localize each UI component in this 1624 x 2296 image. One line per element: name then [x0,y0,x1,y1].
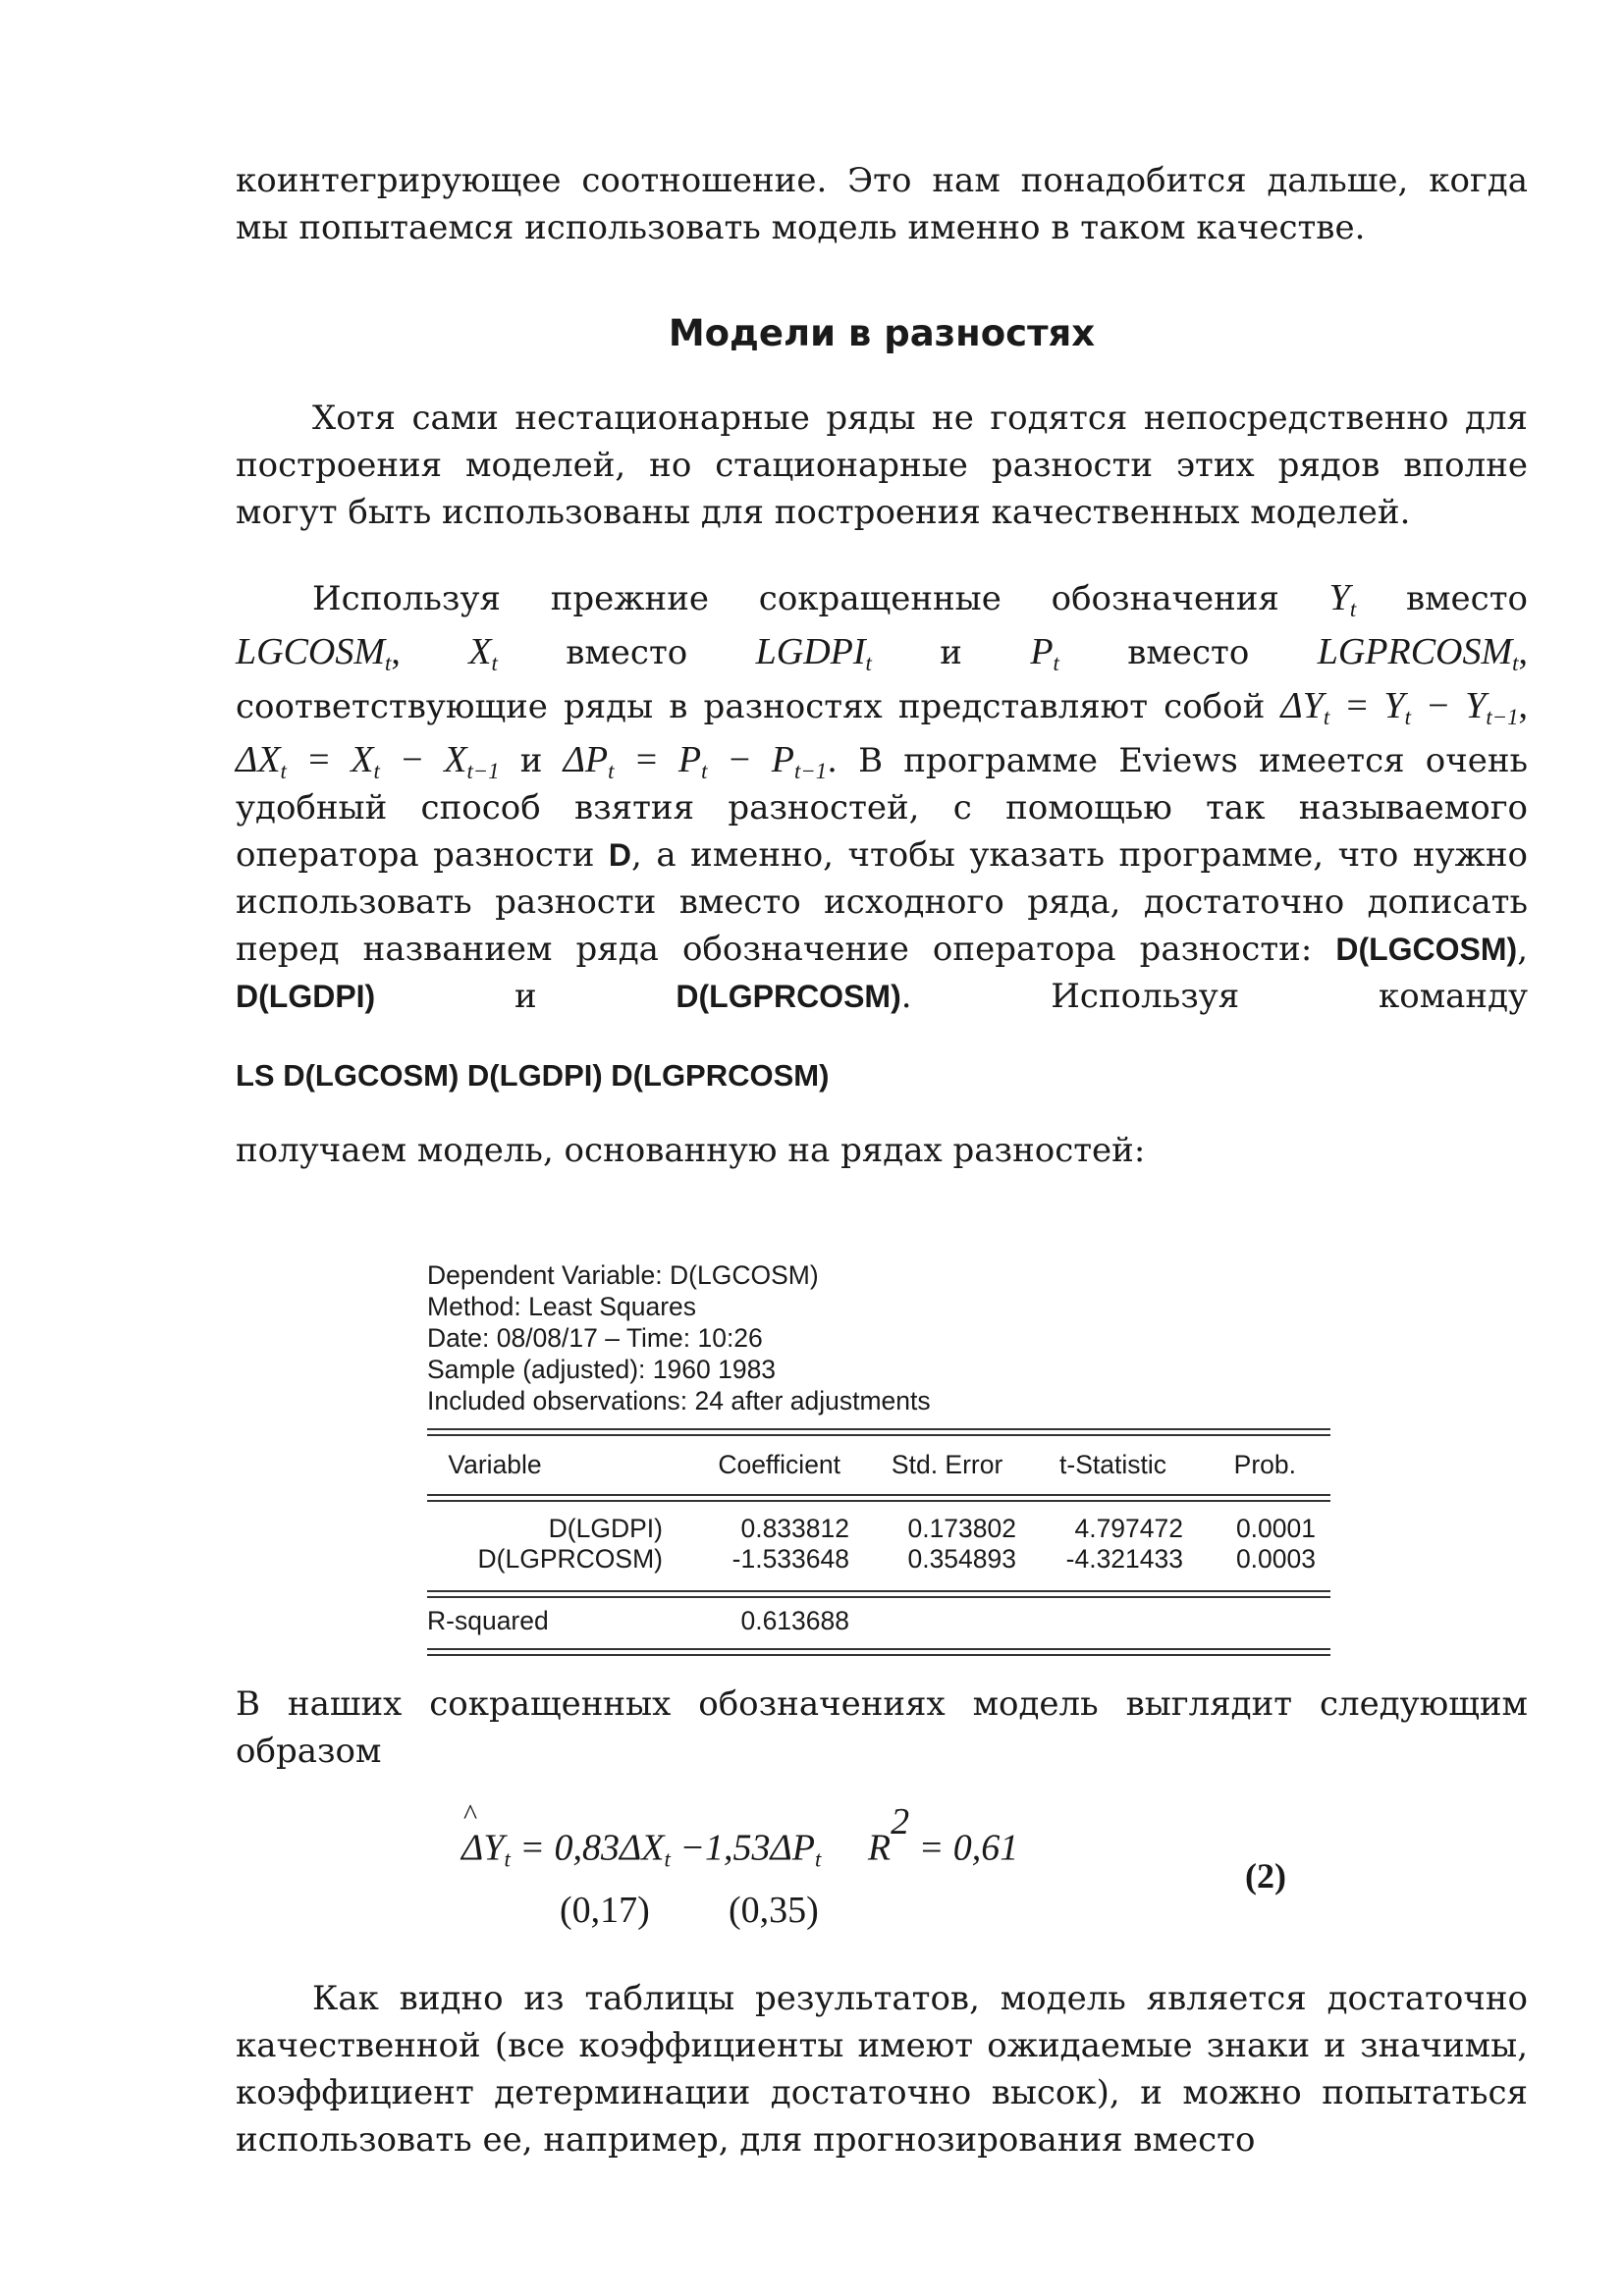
equation-2 [461,1798,1345,1934]
eviews-header-line: Dependent Variable: D(LGCOSM) [427,1260,819,1290]
p2-text-10: . Используя команду [900,977,1529,1016]
se-1: (0,17) [560,1890,650,1931]
coef-1: 0,83 [554,1827,620,1869]
operator-d: D [608,837,632,873]
paragraph-top: коинтегрирующее соотношение. Это нам понадобится дальше, когда мы попытаемся использовать модель именно в таком качестве. [236,161,1528,247]
section-heading: Модели в разностях [668,312,1096,354]
math-lgprcosm: $LGPRCOSM_t$ [1317,631,1519,675]
cell: -1.533648 [731,1544,849,1574]
p2-text-3: вместо [566,633,688,672]
cell: 4.797472 [1074,1514,1183,1543]
p2-text-8: . В программе Eviews имеется очень удобный способ взятия разностей, с помощью так называемого оператора разности [236,741,1529,875]
series-d-lgprcosm: D(LGPRCOSM) [676,979,901,1014]
p2-text-2: вместо [1405,579,1528,618]
r-squared-label: R-squared [427,1606,549,1635]
col-header: Std. Error [891,1450,1003,1479]
equation-number: (2) [1245,1856,1286,1896]
coefficient-rows [427,1502,1316,1590]
eviews-output [427,1259,1330,1656]
se-2: (0,35) [729,1890,819,1931]
coefficient-table [427,1436,1316,1494]
p2-text-5: вместо [1127,633,1250,672]
rule [427,1494,1330,1502]
p2-text-6: соответствующие ряды в разностях представляют собой [236,687,1266,726]
eviews-command: LS D(LGCOSM) D(LGDPI) D(LGPRCOSM) [236,1058,830,1093]
table-row [427,1544,1316,1575]
rule [427,1428,1330,1436]
eviews-header-line: Date: 08/08/17 – Time: 10:26 [427,1323,763,1353]
paragraph-1: Хотя сами нестационарные ряды не годятся непосредственно для построения моделей, но стационарные разности этих рядов вполне могут быть использованы для построения качественных моделей. [236,399,1528,532]
table-row [427,1514,1316,1544]
cell: -4.321433 [1065,1544,1183,1574]
series-d-lgdpi: D(LGDPI) [236,979,376,1014]
equation-line: $\Delta Y_t = 0,83\Delta X_t -1,53\Delta P_t$ $R^2 = 0,61$ [461,1801,1019,1872]
p2-text-9: , а именно, чтобы указать программе, что нужно использовать разности вместо исходного ряда, достаточно дописать перед названием ряда обозначение оператора разности: [236,835,1529,969]
math-pt: $P_t$ [1030,631,1059,675]
cell: 0.0003 [1235,1544,1316,1574]
p2-text-4: и [940,633,962,672]
eviews-header-line: Method: Least Squares [427,1292,697,1321]
math-yt: $Y_t$ [1328,577,1357,621]
paragraph-3: В наших сокращенных обозначениях модель выглядит следующим образом [236,1684,1528,1771]
paragraph-2: Используя прежние сокращенные обозначения $Y_t$ вместо $LGCOSM_t$, $X_t$ вместо $LGDPI_t$ и $P_t$ вместо $LGPRCOSM_t$, соответствующие ряды в разностях представляют собой $\Delta Y_t = Y_t - Y_{t-1}$, $\Delta X_t = X_t - X_{t-1}$ и $\Delta P_t = P_t - P_{t-1}$. В программе Eviews имеется очень удобный способ взятия разностей, с помощью так называемого оператора разности D, а именно, чтобы указать программе, что нужно использовать разности вместо исходного ряда, достаточно дописать перед названием ряда обозначение оператора разности: D(LGCOSM), D(LGDPI) и D(LGPRCOSM). Используя команду [236,577,1529,1016]
cell: 0.0001 [1235,1514,1316,1543]
math-delta-x: $\Delta X_t = X_t - X_{t-1}$ [236,739,500,783]
r-squared-value: 0.613688 [740,1606,849,1635]
col-header: Coefficient [718,1450,841,1479]
eviews-header-line: Sample (adjusted): 1960 1983 [427,1355,777,1384]
eviews-header-line: Included observations: 24 after adjustments [427,1386,931,1415]
p2-text-7: и [519,741,543,780]
p2-text-1: Используя прежние сокращенные обозначения [312,579,1279,618]
math-xt: $X_t$ [468,631,498,675]
coef-2: 1,53 [704,1827,771,1869]
paragraph-after-command: получаем модель, основанную на рядах разностей: [236,1131,1146,1170]
cell: D(LGPRCOSM) [477,1544,663,1574]
math-lgdpi: $LGDPI_t$ [755,631,872,675]
rule [427,1590,1330,1598]
cell: 0.173802 [907,1514,1016,1543]
series-d-lgcosm: D(LGCOSM) [1335,932,1518,967]
math-delta-y: $\Delta Y_t = Y_t - Y_{t-1}$ [1280,685,1519,729]
col-header: t-Statistic [1059,1450,1167,1479]
math-delta-p: $\Delta P_t = P_t - P_{t-1}$ [563,739,828,783]
paragraph-4: Как видно из таблицы результатов, модель является достаточно качественной (все коэффициенты имеют ожидаемые знаки и значимы, коэффициент детерминации достаточно высок), и можно попытаться использовать ее, например, для прогнозирования вместо [236,1979,1528,2160]
cell: D(LGDPI) [548,1514,663,1543]
math-lgcosm: $LGCOSM_t$ [236,631,392,675]
hat-accent: ^ [463,1798,478,1831]
col-header: Variable [448,1450,542,1479]
cell: 0.354893 [907,1544,1016,1574]
r2-value: 0,61 [952,1827,1019,1869]
table-header-row [427,1450,1316,1480]
col-header: Prob. [1233,1450,1296,1479]
summary-table [427,1598,1316,1648]
p2-and: и [514,977,537,1016]
table-row [427,1606,1316,1636]
rule [427,1648,1330,1656]
cell: 0.833812 [740,1514,849,1543]
